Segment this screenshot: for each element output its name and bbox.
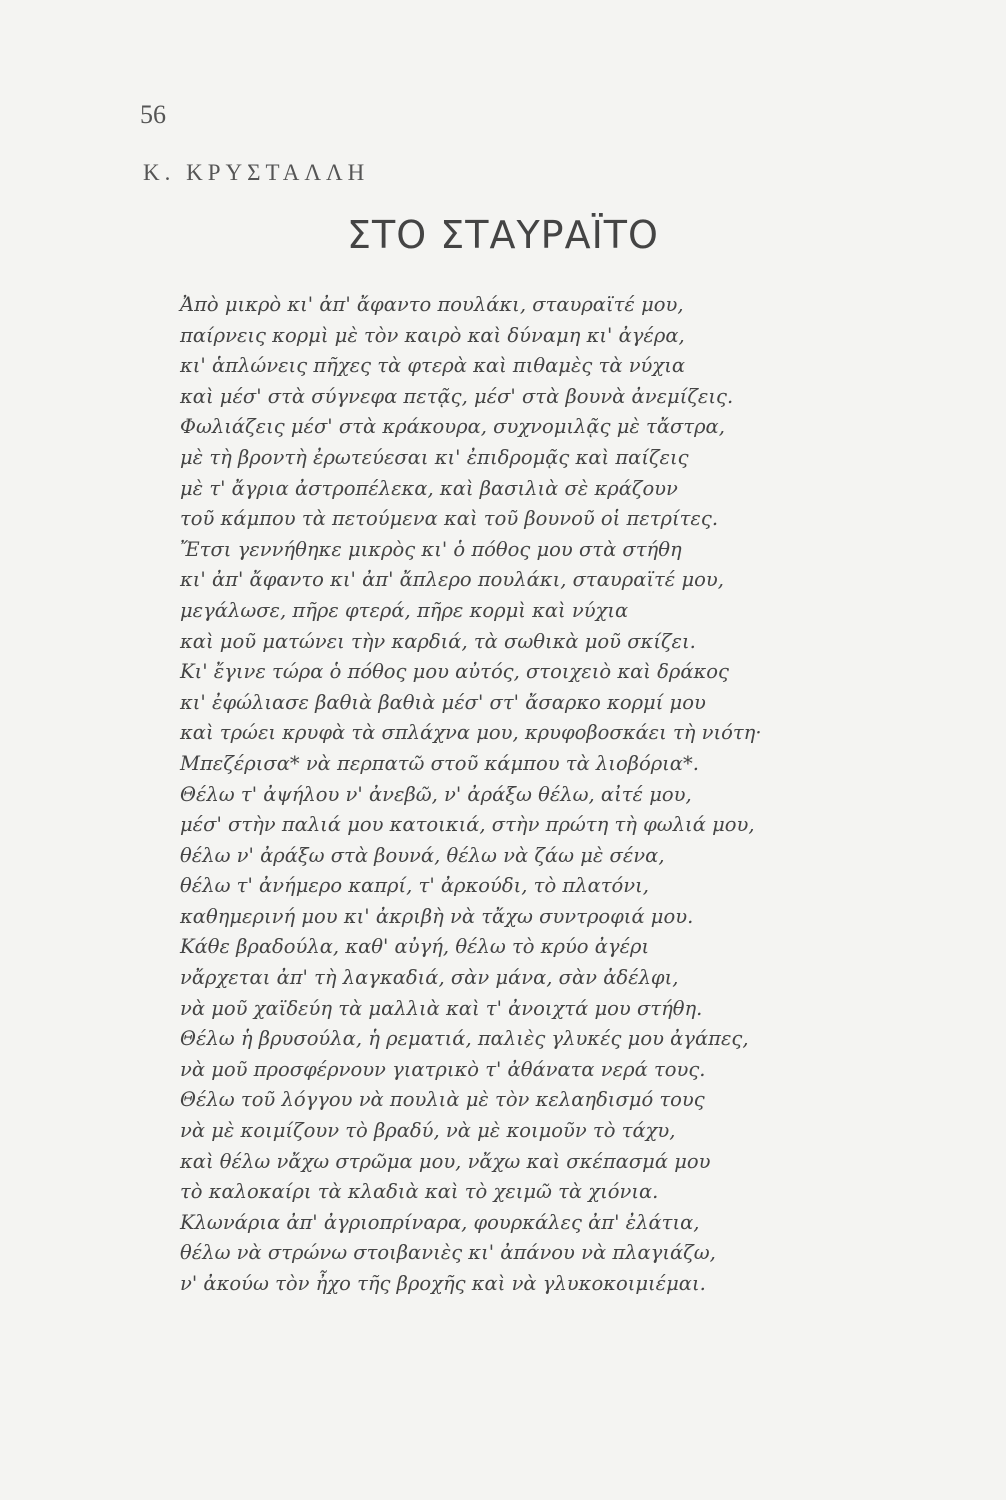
poem-line: Ἀπὸ μικρὸ κι' ἀπ' ἄφαντο πουλάκι, σταυραϊτέ μου,	[180, 293, 684, 316]
poem-title: ΣΤΟ ΣΤΑΥΡΑΪΤΟ	[347, 213, 659, 257]
poem-line: κι' ἀπ' ἄφαντο κι' ἀπ' ἄπλερο πουλάκι, σταυραϊτέ μου,	[180, 568, 724, 592]
poem-line: μὲ τὴ βροντὴ ἐρωτεύεσαι κι' ἐπιδρομᾷς καὶ παίζεις	[180, 445, 689, 469]
running-header: Κ. ΚΡΥΣΤΑΛΛΗ	[143, 160, 370, 185]
poem-line: καὶ τρώει κρυφὰ τὰ σπλάχνα μου, κρυφοβοσκάει τὴ νιότη·	[180, 721, 762, 745]
poem-line: Φωλιάζεις μέσ' στὰ κράκουρα, συχνομιλᾷς μὲ τἄστρα,	[180, 415, 725, 439]
poem-line: καὶ θέλω νἄχω στρῶμα μου, νἄχω καὶ σκέπασμά μου	[180, 1149, 711, 1173]
poem-line: νὰ μοῦ χαϊδεύη τὰ μαλλιὰ καὶ τ' ἀνοιχτά μου στήθη.	[180, 996, 703, 1020]
poem-line: νὰ μοῦ προσφέρνουν γιατρικὸ τ' ἀθάνατα νερά τους.	[180, 1057, 706, 1081]
poem-line: Ἔτσι γεννήθηκε μικρὸς κι' ὁ πόθος μου στὰ στήθη	[180, 537, 682, 561]
poem-line: παίρνεις κορμὶ μὲ τὸν καιρὸ καὶ δύναμη κι' ἀγέρα,	[180, 323, 685, 347]
poem-line: μέσ' στὴν παλιά μου κατοικιά, στὴν πρώτη τὴ φωλιά μου,	[180, 813, 755, 837]
poem-line: Θέλω τοῦ λόγγου νὰ πουλιὰ μὲ τὸν κελαηδισμό τους	[180, 1088, 705, 1112]
poem-line: Κλωνάρια ἀπ' ἀγριοπρίναρα, φουρκάλες ἀπ' ἐλάτια,	[180, 1210, 700, 1234]
poem-line: καὶ μοῦ ματώνει τὴν καρδιά, τὰ σωθικὰ μοῦ σκίζει.	[180, 629, 696, 653]
poem-line: τὸ καλοκαίρι τὰ κλαδιὰ καὶ τὸ χειμῶ τὰ χιόνια.	[180, 1180, 659, 1204]
poem-line: θέλω τ' ἀνήμερο καπρί, τ' ἀρκούδι, τὸ πλατόνι,	[180, 874, 649, 898]
poem-line: μὲ τ' ἄγρια ἀστροπέλεκα, καὶ βασιλιὰ σὲ κράζουν	[180, 476, 678, 500]
poem-body	[180, 290, 880, 1300]
poem-line: μεγάλωσε, πῆρε φτερά, πῆρε κορμὶ καὶ νύχια	[180, 598, 629, 622]
poem-line: κι' ἁπλώνεις πῆχες τὰ φτερὰ καὶ πιθαμὲς τὰ νύχια	[180, 354, 686, 378]
poem-line: θέλω νὰ στρώνω στοιβανιὲς κι' ἀπάνου νὰ πλαγιάζω,	[180, 1241, 716, 1265]
poem-line: Κι' ἔγινε τώρα ὁ πόθος μου αὐτός, στοιχειὸ καὶ δράκος	[180, 660, 729, 684]
poem-line: Μπεζέρισα* νὰ περπατῶ στοῦ κάμπου τὰ λιοβόρια*.	[180, 751, 699, 775]
poem-line: νἄρχεται ἀπ' τὴ λαγκαδιά, σὰν μάνα, σὰν ἀδέλφι,	[180, 966, 679, 990]
poem-line: καθημερινή μου κι' ἀκριβὴ νὰ τἄχω συντροφιά μου.	[180, 904, 694, 928]
page-number: 56	[140, 100, 166, 129]
poem-line: νὰ μὲ κοιμίζουν τὸ βραδύ, νὰ μὲ κοιμοῦν τὸ τάχυ,	[180, 1119, 676, 1143]
poem-line: θέλω ν' ἀράξω στὰ βουνά, θέλω νὰ ζάω μὲ σένα,	[180, 843, 665, 867]
poem-line: Θέλω ἡ βρυσούλα, ἡ ρεματιά, παλιὲς γλυκές μου ἀγάπες,	[180, 1027, 749, 1051]
poem-line: τοῦ κάμπου τὰ πετούμενα καὶ τοῦ βουνοῦ οἱ πετρίτες.	[180, 507, 719, 531]
poem-line: κι' ἐφώλιασε βαθιὰ βαθιὰ μέσ' στ' ἄσαρκο κορμί μου	[180, 690, 706, 714]
poem-line: καὶ μέσ' στὰ σύγνεφα πετᾷς, μέσ' στὰ βουνὰ ἀνεμίζεις.	[180, 384, 734, 408]
poem-line: Θέλω τ' ἀψήλου ν' ἀνεβῶ, ν' ἀράξω θέλω, αἰτέ μου,	[180, 782, 692, 806]
poem-line: ν' ἀκούω τὸν ἦχο τῆς βροχῆς καὶ νὰ γλυκοκοιμιέμαι.	[180, 1272, 706, 1295]
poem-line: Κάθε βραδούλα, καθ' αὐγή, θέλω τὸ κρύο ἀγέρι	[180, 935, 650, 959]
